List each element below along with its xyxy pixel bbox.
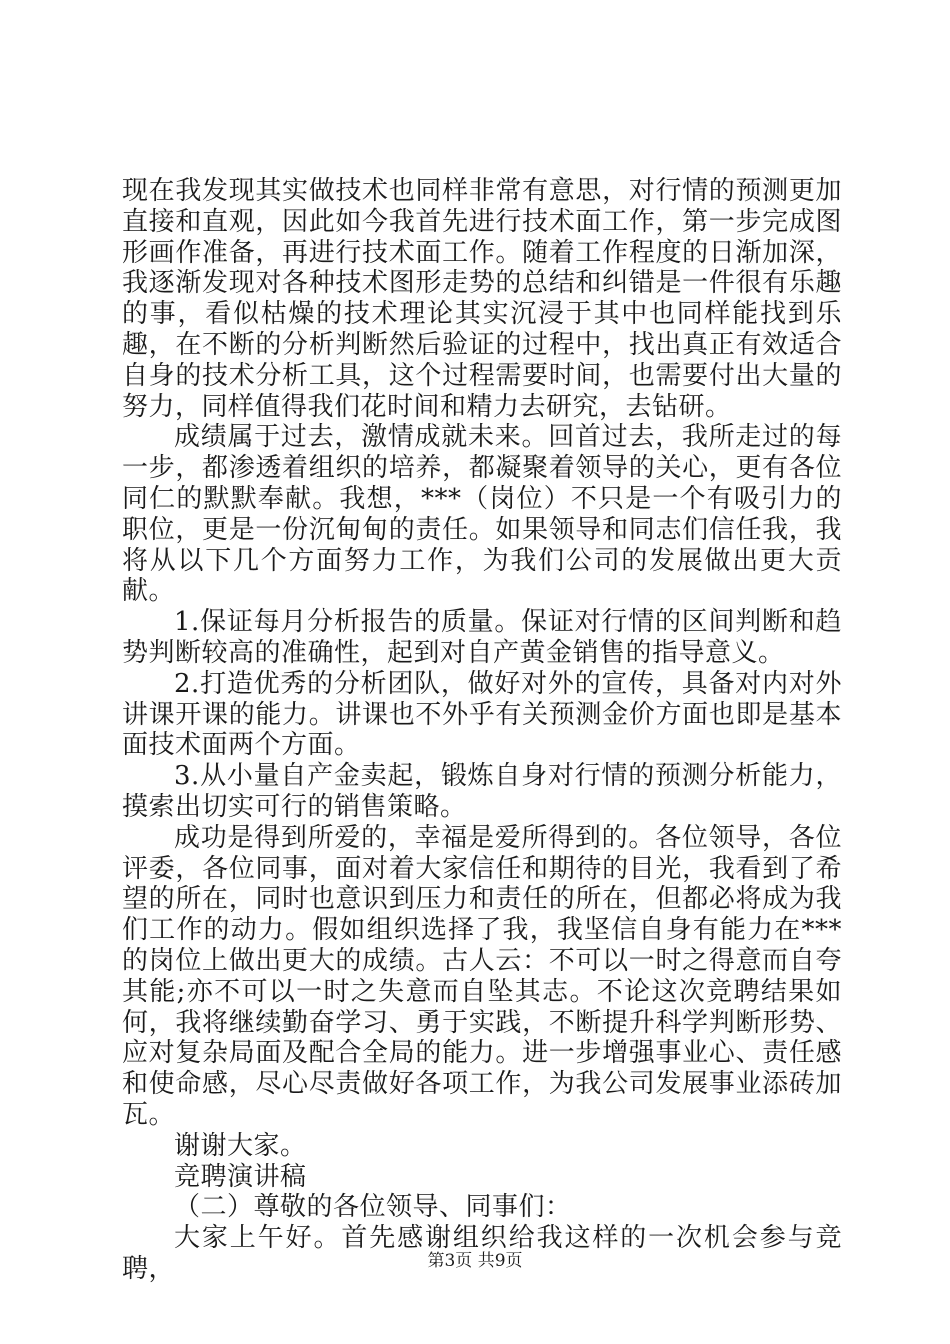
paragraph-list-item-1: 1.保证每月分析报告的质量。保证对行情的区间判断和趋势判断较高的准确性，起到对自产黄金销售的指导意义。 (122, 607, 842, 668)
paragraph-1: 现在我发现其实做技术也同样非常有意思，对行情的预测更加直接和直观，因此如今我首先进行技术面工作，第一步完成图形画作准备，再进行技术面工作。随着工作程度的日渐加深，我逐渐发现对各种技术图形走势的总结和纠错是一件很有乐趣的事，看似枯燥的技术理论其实沉浸于其中也同样能找到乐趣，在不断的分析判断然后验证的过程中，找出真正有效适合自身的技术分析工具，这个过程需要时间，也需要付出大量的努力，同样值得我们花时间和精力去研究，去钻研。 (122, 176, 842, 422)
paragraph-list-item-2: 2.打造优秀的分析团队，做好对外的宣传，具备对内对外讲课开课的能力。讲课也不外乎有关预测金价方面也即是基本面技术面两个方面。 (122, 668, 842, 761)
paragraph-opening: 大家上午好。首先感谢组织给我这样的一次机会参与竞聘， (122, 1223, 842, 1284)
paragraph-2: 成绩属于过去，激情成就未来。回首过去，我所走过的每一步，都渗透着组织的培养，都凝聚着领导的关心，更有各位同仁的默默奉献。我想，***（岗位）不只是一个有吸引力的职位，更是一份沉甸甸的责任。如果领导和同志们信任我，我将从以下几个方面努力工作，为我们公司的发展做出更大贡献。 (122, 422, 842, 607)
paragraph-thanks: 谢谢大家。 (174, 1130, 307, 1161)
paragraph-closing: 成功是得到所爱的，幸福是爱所得到的。各位领导，各位评委，各位同事，面对着大家信任和期待的目光，我看到了希望的所在，同时也意识到压力和责任的所在，但都必将成为我们工作的动力。假如组织选择了我，我坚信自身有能力在***的岗位上做出更大的成绩。古人云：不可以一时之得意而自夸其能;亦不可以一时之失意而自坠其志。不论这次竞聘结果如何，我将继续勤奋学习、勇于实践，不断提升科学判断形势、应对复杂局面及配合全局的能力。进一步增强事业心、责任感和使命感，尽心尽责做好各项工作，为我公司发展事业添砖加瓦。 (122, 822, 842, 1130)
page-number-footer: 第3页 共9页 (427, 1251, 523, 1271)
section-salutation: （二）尊敬的各位领导、同事们： (174, 1192, 572, 1223)
paragraph-list-item-3: 3.从小量自产金卖起，锻炼自身对行情的预测分析能力，摸索出切实可行的销售策略。 (122, 761, 842, 822)
document-body (122, 176, 842, 1285)
section-title: 竞聘演讲稿 (174, 1161, 307, 1192)
